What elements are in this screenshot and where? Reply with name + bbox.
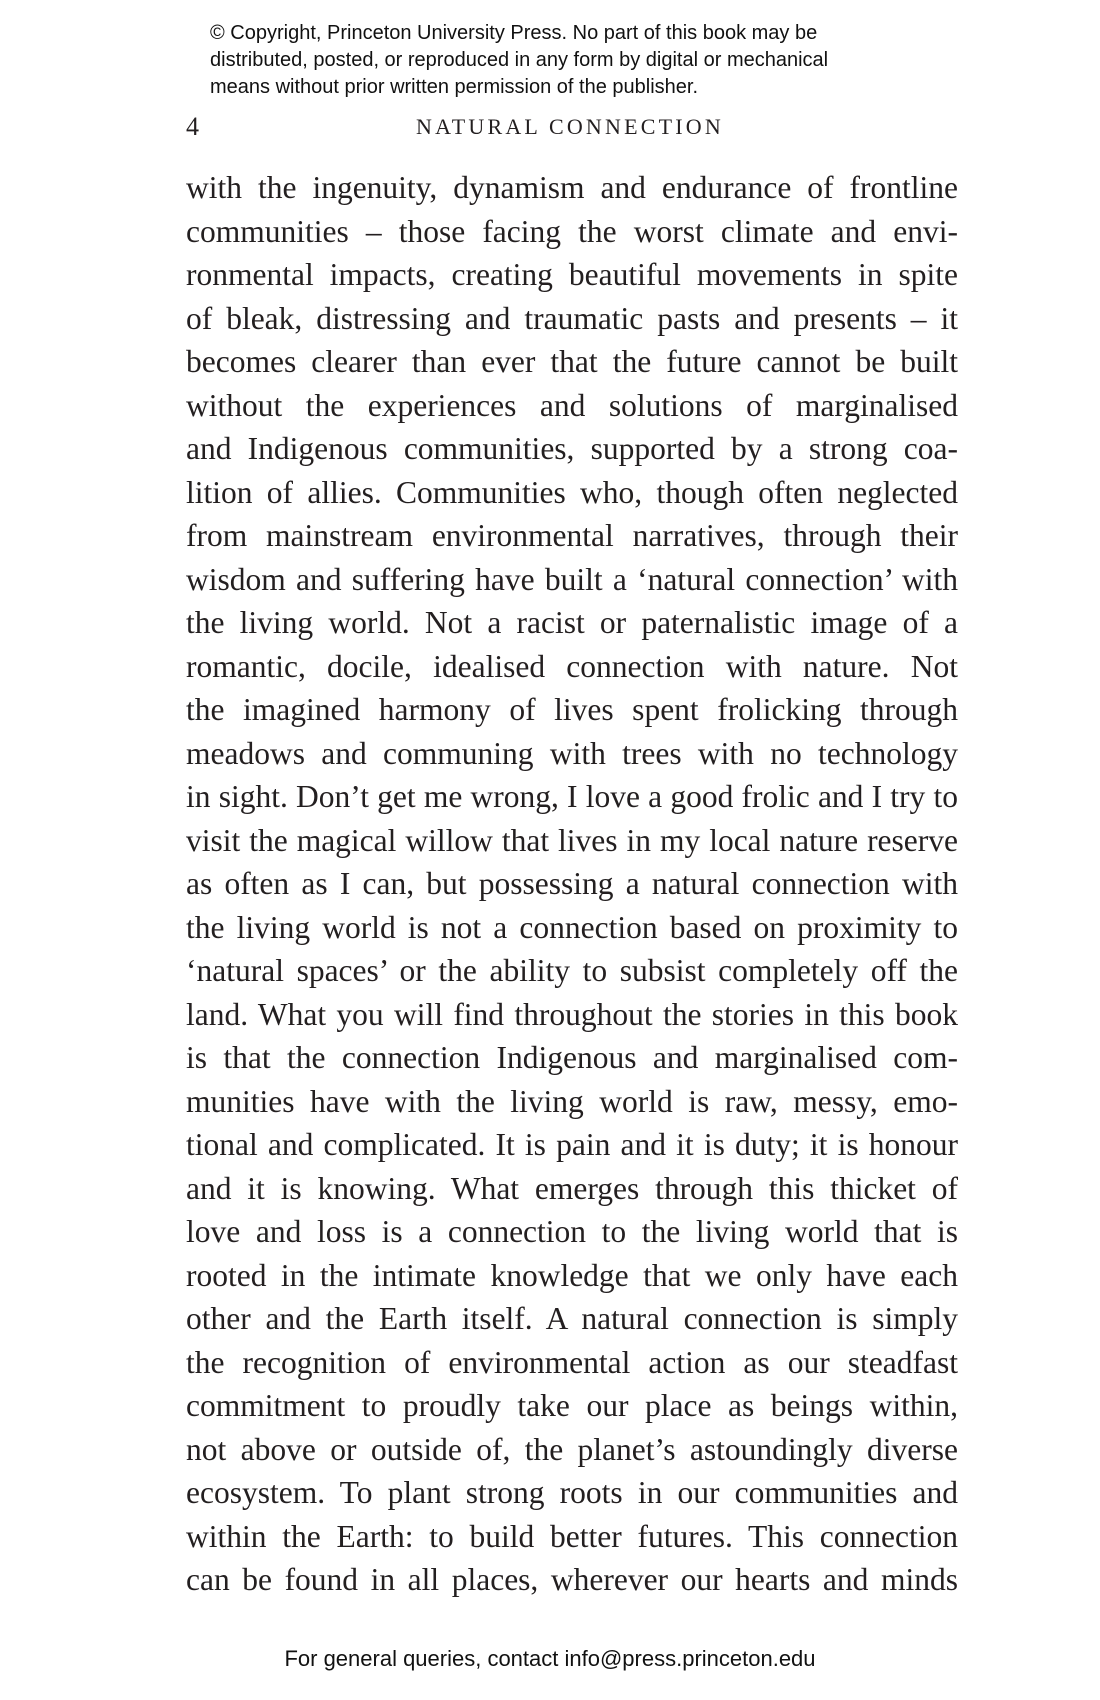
body-line: and it is knowing. What emerges through this thicket of — [186, 1170, 958, 1206]
body-line: communities – those facing the worst climate and envi- — [186, 213, 958, 249]
body-line: the living world. Not a racist or paternalistic image of a — [186, 605, 958, 640]
body-line: ‘natural spaces’ or the ability to subsist completely off the — [186, 953, 958, 988]
body-line: ecosystem. To plant strong roots in our communities and — [186, 1475, 958, 1510]
body-line: can be found in all places, wherever our hearts and minds — [186, 1562, 958, 1597]
body-line: love and loss is a connection to the living world that is — [186, 1214, 958, 1249]
copyright-line: means without prior written permission of the publisher. — [210, 76, 699, 98]
body-line: and Indigenous communities, supported by a strong coa- — [186, 431, 958, 466]
copyright-notice — [210, 20, 930, 101]
body-line: in sight. Don’t get me wrong, I love a good frolic and I try to — [186, 779, 958, 814]
copyright-line: distributed, posted, or reproduced in any form by digital or mechanical — [210, 49, 829, 71]
body-line: not above or outside of, the planet’s astoundingly diverse — [186, 1431, 958, 1467]
body-line: of bleak, distressing and traumatic pasts and presents – it — [186, 300, 958, 336]
body-line: is that the connection Indigenous and marginalised com- — [186, 1040, 958, 1075]
running-head — [186, 108, 958, 144]
body-line: the recognition of environmental action as our steadfast — [186, 1344, 958, 1380]
footer-contact: For general queries, contact info@press.princeton.edu — [284, 1646, 816, 1671]
body-line: the living world is not a connection based on proximity to — [186, 909, 958, 945]
body-line: rooted in the intimate knowledge that we only have each — [186, 1257, 958, 1293]
body-line: wisdom and suffering have built a ‘natural connection’ with — [186, 561, 958, 597]
body-line: tional and complicated. It is pain and it is duty; it is honour — [186, 1127, 958, 1162]
body-line: the imagined harmony of lives spent frolicking through — [186, 692, 958, 727]
body-line: lition of allies. Communities who, though often neglected — [186, 474, 958, 510]
body-line: visit the magical willow that lives in my local nature reserve — [186, 822, 958, 858]
body-line: becomes clearer than ever that the future cannot be built — [186, 344, 958, 379]
body-line: romantic, docile, idealised connection with nature. Not — [186, 648, 958, 684]
body-line: without the experiences and solutions of marginalised — [186, 387, 958, 423]
body-line: meadows and communing with trees with no technology — [186, 735, 958, 771]
page-number: 4 — [186, 112, 199, 141]
body-line: land. What you will find throughout the stories in this book — [186, 996, 958, 1032]
body-line: ronmental impacts, creating beautiful movements in spite — [186, 257, 958, 292]
body-text — [186, 166, 958, 1602]
body-line: munities have with the living world is raw, messy, emo- — [186, 1083, 958, 1119]
body-line: as often as I can, but possessing a natural connection with — [186, 866, 958, 901]
copyright-line: © Copyright, Princeton University Press. No part of this book may be — [210, 22, 818, 44]
body-line: from mainstream environmental narratives, through their — [186, 518, 958, 553]
body-line: with the ingenuity, dynamism and endurance of frontline — [186, 170, 958, 205]
body-line: commitment to proudly take our place as beings within, — [186, 1388, 958, 1423]
chapter-title: NATURAL CONNECTION — [416, 114, 724, 139]
body-line: within the Earth: to build better futures. This connection — [186, 1518, 958, 1554]
body-line: other and the Earth itself. A natural connection is simply — [186, 1301, 958, 1336]
